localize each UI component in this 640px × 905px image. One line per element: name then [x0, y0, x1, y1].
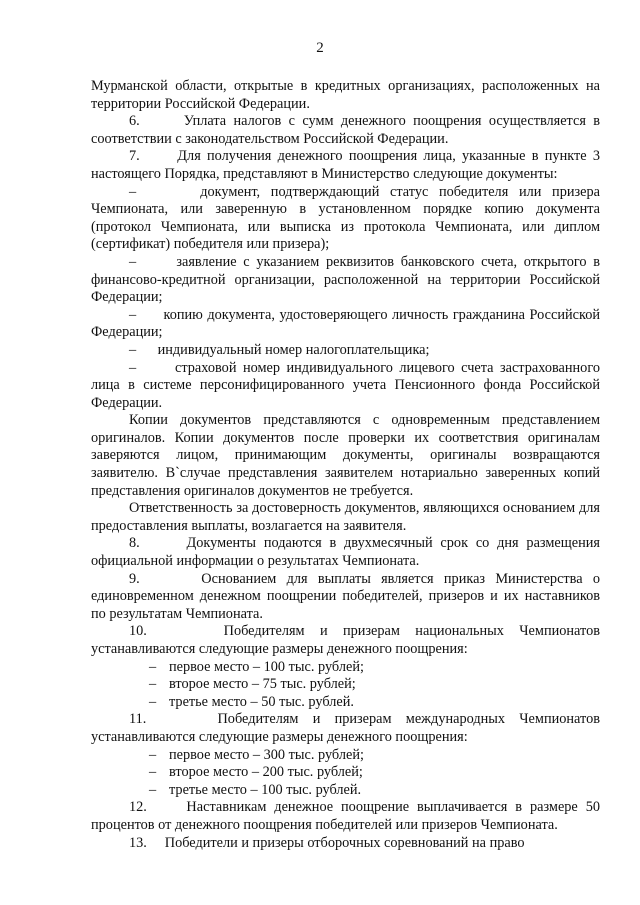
paragraph-copies: Копии документов представляются с одновременным представлением оригиналов. Копии документов после проверки их соответствия оригиналам заверяются лицом, принимающим документы, оригиналы возвращаются заявителю. В`случае представления заявителем нотариально заверенных копий представления оригиналов документов не требуется. [91, 412, 600, 499]
national-prize-3 [91, 694, 600, 712]
page-number: 2 [316, 40, 324, 56]
paragraph-13: 13. Победители и призеры отборочных соревнований на право [129, 834, 525, 851]
dash-marker: – [149, 764, 157, 781]
prize-text: третье место – 50 тыс. рублей. [169, 693, 354, 710]
prize-text: первое место – 300 тыс. рублей; [169, 746, 364, 763]
dash-marker: – [149, 746, 157, 763]
national-prize-1 [91, 659, 600, 677]
paragraph-12: 12. Наставникам денежное поощрение выплачивается в размере 50 процентов от денежного поощрения победителей или призеров Чемпионата. [91, 799, 600, 833]
international-prize-3 [91, 782, 600, 800]
national-prize-list [91, 659, 600, 712]
paragraph-continued: Мурманской области, открытые в кредитных организациях, расположенных на территории Российской Федерации. [91, 78, 600, 112]
document-item-1: – документ, подтверждающий статус победителя или призера Чемпионата, или заверенную в установленном порядке копию документа (протокол Чемпионата, или выписка из протокола Чемпионата, или диплом (сертификат) победителя или призера); [91, 183, 600, 253]
paragraph-10: 10. Победителям и призерам национальных Чемпионатов устанавливаются следующие размеры денежного поощрения: [91, 623, 600, 657]
dash-marker: – [149, 658, 157, 675]
international-prize-2 [91, 764, 600, 782]
paragraph-responsibility: Ответственность за достоверность документов, являющихся основанием для предоставления выплаты, возлагается на заявителя. [91, 500, 600, 534]
dash-marker: – [149, 676, 157, 693]
paragraph-9: 9. Основанием для выплаты является приказ Министерства о единовременном денежном поощрении победителей, призеров и их наставников по результатам Чемпионата. [91, 570, 600, 622]
document-item-3: – копию документа, удостоверяющего личность гражданина Российской Федерации; [91, 306, 600, 341]
dash-marker: – [149, 781, 157, 798]
prize-text: второе место – 75 тыс. рублей; [169, 676, 356, 693]
national-prize-2 [91, 676, 600, 694]
prize-text: первое место – 100 тыс. рублей; [169, 658, 364, 675]
dash-marker: – [149, 693, 157, 710]
paragraph-11: 11. Победителям и призерам международных Чемпионатов устанавливаются следующие размеры денежного поощрения: [91, 711, 600, 745]
paragraph-8: 8. Документы подаются в двухмесячный срок со дня размещения официальной информации о результатах Чемпионата. [91, 535, 600, 570]
document-item-2: – заявление с указанием реквизитов банковского счета, открытого в финансово-кредитной организации, расположенной на территории Российской Федерации; [91, 253, 600, 306]
document-body [91, 78, 600, 852]
paragraph-6: 6. Уплата налогов с сумм денежного поощрения осуществляется в соответствии с законодательством Российской Федерации. [91, 113, 600, 147]
international-prize-list [91, 747, 600, 800]
document-item-5: – страховой номер индивидуального лицевого счета застрахованного лица в системе персонифицированного учета Пенсионного фонда Российской Федерации. [91, 359, 600, 411]
paragraph-7: 7. Для получения денежного поощрения лица, указанные в пункте 3 настоящего Порядка, представляют в Министерство следующие документы: [91, 148, 600, 182]
prize-text: второе место – 200 тыс. рублей; [169, 764, 363, 781]
document-item-4: – индивидуальный номер налогоплательщика; [129, 341, 430, 358]
prize-text: третье место – 100 тыс. рублей. [169, 781, 362, 798]
international-prize-1 [91, 747, 600, 765]
